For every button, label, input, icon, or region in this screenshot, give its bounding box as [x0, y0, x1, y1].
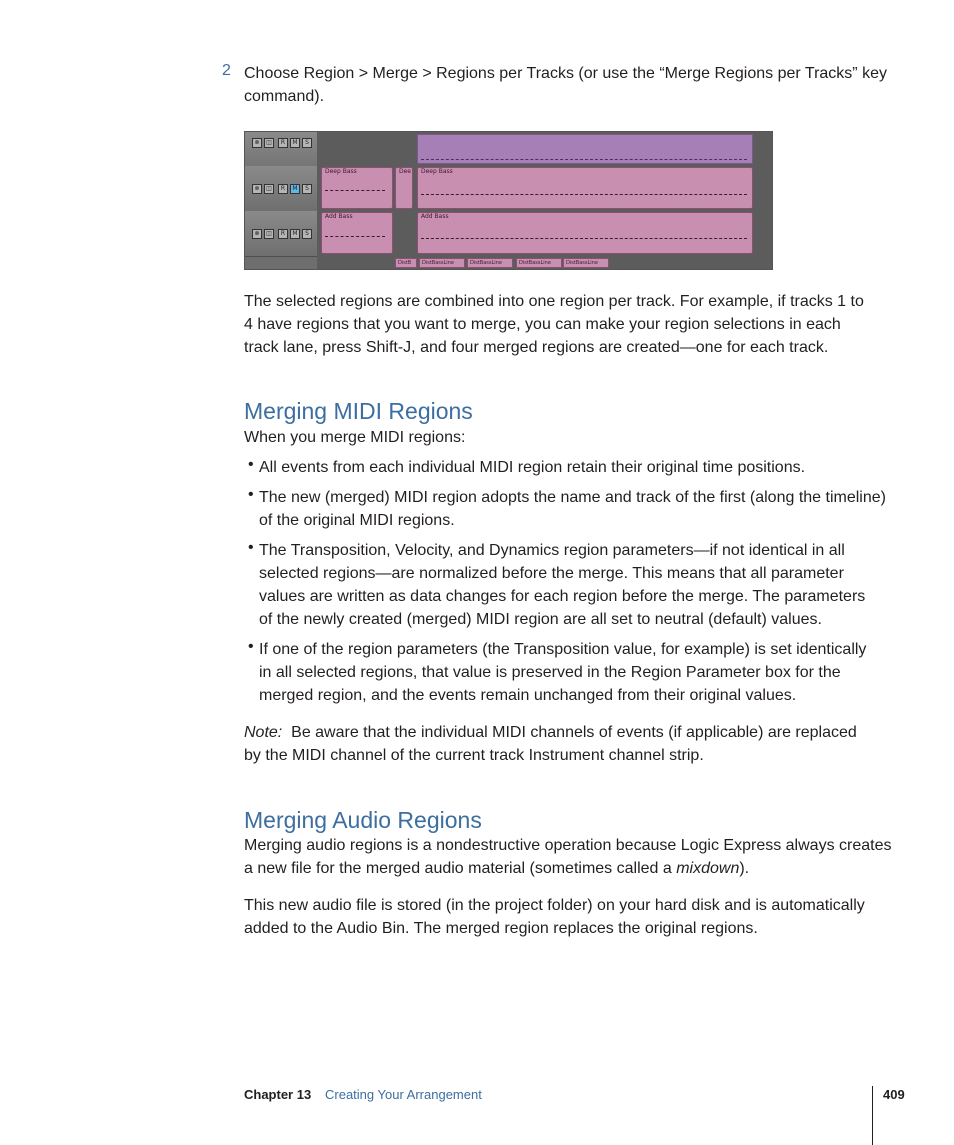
midi-events: [421, 194, 747, 196]
audio-region: DistBassLine: [419, 258, 465, 268]
note-text: by the MIDI channel of the current track Instrument channel strip.: [244, 747, 704, 764]
footer-chapter-title: Creating Your Arrangement: [325, 1087, 482, 1102]
text-line: This new audio file is stored (in the project folder) on your hard disk and is automatically: [244, 897, 865, 914]
text-line: added to the Audio Bin. The merged region replaces the original regions.: [244, 920, 758, 937]
bullet-item: [259, 456, 805, 479]
text-line: If one of the region parameters (the Transposition value, for example) is set identically: [259, 641, 867, 658]
step-number: 2: [222, 62, 231, 79]
mute-button: M: [290, 138, 300, 148]
bullet-item: [259, 638, 866, 707]
midi-intro: When you merge MIDI regions:: [244, 429, 466, 446]
text-segment: a new file for the merged audio material (sometimes called a: [244, 860, 677, 877]
note-label: Note:: [244, 724, 283, 741]
bullet-marker: •: [248, 539, 254, 556]
text-line: 4 have regions that you want to merge, you can make your region selections in each: [244, 316, 841, 333]
midi-events: [421, 159, 747, 161]
track-on-icon: ⊗: [252, 229, 262, 239]
section-heading-audio: Merging Audio Regions: [244, 807, 482, 833]
bullet-marker: •: [248, 638, 254, 655]
text-line: The selected regions are combined into one region per track. For example, if tracks 1 to: [244, 293, 864, 310]
text-line: selected regions—are normalized before the merge. This means that all parameter: [259, 565, 844, 582]
mute-button: M: [290, 184, 300, 194]
bullet-item: [259, 486, 886, 532]
text-line: All events from each individual MIDI region retain their original time positions.: [259, 459, 806, 476]
page-number: 409: [883, 1087, 905, 1102]
record-button: R: [278, 184, 288, 194]
section-heading-midi: Merging MIDI Regions: [244, 398, 473, 424]
footer-divider: [872, 1086, 873, 1145]
note-paragraph: [244, 721, 857, 767]
text-line: merged region, and the events remain unchanged from their original values.: [259, 687, 797, 704]
region-name: Add Bass: [421, 213, 449, 220]
audio-region: DistBassLine: [563, 258, 609, 268]
mute-button: M: [290, 229, 300, 239]
audio-region: DistBassLine: [516, 258, 562, 268]
note-text: Be aware that the individual MIDI channels of events (if applicable) are replaced: [291, 724, 857, 741]
term-mixdown: mixdown: [676, 860, 740, 877]
footer-chapter: Chapter 13: [244, 1087, 312, 1102]
freeze-icon: ◫: [264, 184, 274, 194]
text-line: The new (merged) MIDI region adopts the name and track of the first (along the timeline): [259, 489, 886, 506]
midi-region: [417, 212, 753, 254]
audio-paragraph-1: [244, 834, 891, 880]
step-text-line-2: command).: [244, 88, 325, 105]
text-line: of the original MIDI regions.: [259, 512, 455, 529]
bullet-marker: •: [248, 456, 254, 473]
text-line: of the newly created (merged) MIDI region are all set to neutral (default) values.: [259, 611, 822, 628]
paragraph-merge-result: [244, 290, 864, 359]
solo-button: S: [302, 229, 312, 239]
solo-button: S: [302, 138, 312, 148]
midi-region: [417, 167, 753, 209]
arrange-window-screenshot: [244, 131, 773, 270]
text-segment: ).: [739, 860, 750, 877]
midi-region: [321, 212, 393, 254]
freeze-icon: ◫: [264, 138, 274, 148]
bullet-marker: •: [248, 486, 254, 503]
text-line: track lane, press Shift-J, and four merged regions are created—one for each track.: [244, 339, 829, 356]
track-on-icon: ⊗: [252, 184, 262, 194]
record-button: R: [278, 229, 288, 239]
text-line: The Transposition, Velocity, and Dynamics region parameters—if not identical in all: [259, 542, 845, 559]
midi-events: [325, 236, 385, 238]
solo-button: S: [302, 184, 312, 194]
audio-region: DistB: [395, 258, 417, 268]
bullet-item: [259, 539, 865, 631]
text-line: in all selected regions, that value is preserved in the Region Parameter box for the: [259, 664, 841, 681]
region-name: Dee: [399, 168, 412, 175]
text-line: Merging audio regions is a nondestructive operation because Logic Express always creates: [244, 837, 892, 854]
record-button: R: [278, 138, 288, 148]
step-text-line-1: Choose Region > Merge > Regions per Tracks (or use the “Merge Regions per Tracks” key: [244, 65, 887, 82]
region-name: Deep Bass: [421, 168, 453, 175]
track-on-icon: ⊗: [252, 138, 262, 148]
midi-region: [395, 167, 413, 209]
freeze-icon: ◫: [264, 229, 274, 239]
midi-events: [325, 190, 385, 192]
text-line: values are written as data changes for each region before the merge. The parameters: [259, 588, 866, 605]
track-header-3: [245, 211, 317, 257]
region-name: Add Bass: [325, 213, 353, 220]
midi-events: [421, 238, 747, 240]
midi-region: [321, 167, 393, 209]
track-header-2: [245, 166, 317, 212]
audio-region: DistBassLine: [467, 258, 513, 268]
region-name: Deep Bass: [325, 168, 357, 175]
audio-paragraph-2: [244, 894, 865, 940]
